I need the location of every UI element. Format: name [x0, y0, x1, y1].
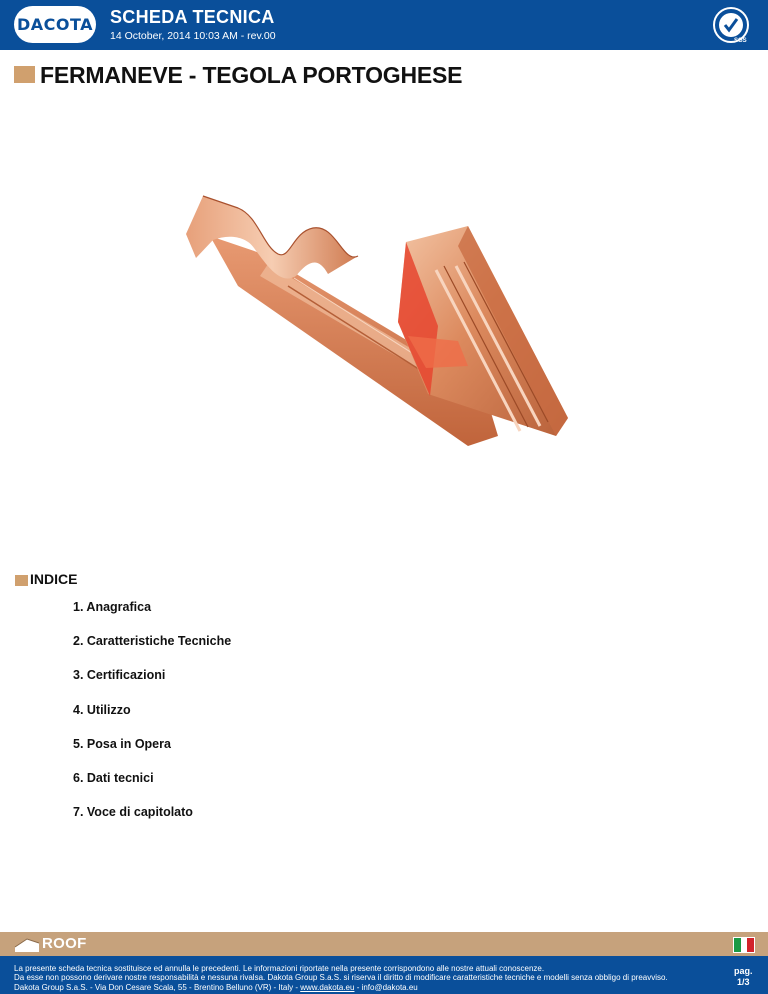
- company-email: - info@dakota.eu: [354, 982, 418, 992]
- index-item-anagrafica[interactable]: 1. Anagrafica: [73, 600, 152, 614]
- page-number: 1/3: [737, 977, 750, 987]
- cert-badge-text: SGS: [734, 38, 747, 44]
- company-address-line: [14, 983, 724, 992]
- company-address: Dakota Group S.a.S. - Via Don Cesare Scala, 55 - Brentino Belluno (VR) - Italy -: [14, 982, 301, 992]
- index-marker: [15, 575, 28, 586]
- footer: [0, 932, 768, 994]
- footer-disclaimer: [14, 964, 724, 992]
- title-marker: [14, 66, 35, 83]
- page-label: pag.: [734, 966, 753, 976]
- dakota-logo[interactable]: [14, 6, 96, 43]
- copper-snow-guard-image: [168, 136, 600, 498]
- document-type-title: SCHEDA TECNICA: [110, 7, 275, 27]
- category-label: ROOF: [42, 935, 87, 952]
- index-item-capitolato[interactable]: 7. Voce di capitolato: [73, 805, 193, 820]
- logo-text: DACOTA: [16, 15, 94, 34]
- index-item-posa[interactable]: 5. Posa in Opera: [73, 736, 171, 751]
- product-title: FERMANEVE - TEGOLA PORTOGHESE: [40, 62, 463, 88]
- roof-icon: [14, 936, 40, 953]
- document-date-revision: 14 October, 2014 10:03 AM - rev.00: [110, 30, 276, 42]
- index-item-certificazioni[interactable]: 3. Certificazioni: [73, 668, 166, 683]
- italian-flag-icon[interactable]: [733, 937, 755, 953]
- index-heading: INDICE: [30, 571, 78, 587]
- sgs-certification-icon: [712, 6, 750, 44]
- index-item-caratteristiche[interactable]: 2. Caratteristiche Tecniche: [73, 634, 232, 649]
- index-list: [73, 600, 231, 839]
- disclaimer-line-2: Da esse non possono derivare nostre responsabilità e nessuna rivalsa. Dakota Group S.a.S. si riserva il diritto di modificare caratteristiche tecniche e modelli senza obbligo di preavviso.: [14, 973, 668, 983]
- disclaimer-line-1: La presente scheda tecnica sostituisce ed annulla le precedenti. Le informazioni riportate nella presente corrispondono alle nostre attuali conoscenze.: [14, 964, 545, 973]
- category-band: [0, 932, 768, 956]
- header-bar: [0, 0, 768, 50]
- index-item-dati-tecnici[interactable]: 6. Dati tecnici: [73, 770, 154, 785]
- index-item-utilizzo[interactable]: 4. Utilizzo: [73, 702, 131, 717]
- page-indicator: [734, 966, 753, 988]
- website-link[interactable]: www.dakota.eu: [300, 982, 355, 992]
